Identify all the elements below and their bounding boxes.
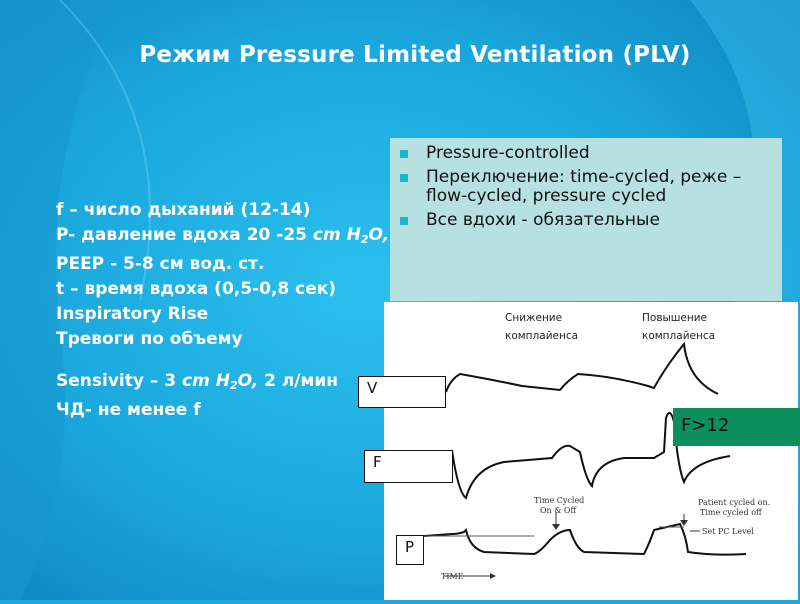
param-peep: PEEP - 5-8 см вод. ст.	[56, 254, 265, 274]
param-rise: Inspiratory Rise	[56, 304, 209, 324]
param-t: t – время вдоха (0,5-0,8 сек)	[56, 279, 337, 299]
volume-label-box: V	[358, 376, 446, 408]
volume-waveform	[446, 344, 718, 394]
param-alarm: Тревоги по объему	[56, 329, 243, 349]
mode-item: Все вдохи - обязательные	[400, 211, 776, 230]
compliance-decrease-label: Снижение комплайенса	[505, 312, 579, 342]
modes-panel	[390, 138, 782, 301]
frequency-badge: F>12	[673, 408, 800, 446]
param-f: f – число дыханий (12-14)	[56, 200, 311, 220]
annot-patient-cycled: Patient cycled on.	[698, 498, 771, 507]
annot-set-pc: Set PC Level	[702, 527, 754, 536]
mode-item: Pressure-controlled	[400, 144, 776, 163]
pressure-waveform	[424, 524, 746, 555]
annot-time-cycled-off: Time cycled off	[700, 508, 762, 517]
param-p: P- давление вдоха 20 -25 cm $H_2O$,	[56, 225, 390, 246]
annot-time-cycled: Time Cycled	[534, 496, 585, 505]
annot-on-off: On & Off	[540, 506, 577, 515]
mode-item: Переключение: time-cycled, реже – flow-cycled, pressure cycled	[400, 168, 776, 206]
parameters-list	[56, 200, 391, 425]
annot-time-axis: TIME	[441, 572, 464, 581]
compliance-increase-label: Повышение комплайенса	[642, 312, 716, 342]
flow-label-box: F	[364, 450, 453, 483]
square-bullet-icon	[400, 174, 408, 182]
square-bullet-icon	[400, 150, 408, 158]
modes-list	[390, 138, 782, 230]
param-sensitivity: Sensivity – 3 cm $H_2O$, 2 л/мин	[56, 371, 339, 392]
pressure-label-box: P	[396, 535, 424, 565]
square-bullet-icon	[400, 217, 408, 225]
param-rr: ЧД- не менее f	[56, 400, 201, 420]
slide-title: Режим Pressure Limited Ventilation (PLV)	[139, 42, 691, 68]
